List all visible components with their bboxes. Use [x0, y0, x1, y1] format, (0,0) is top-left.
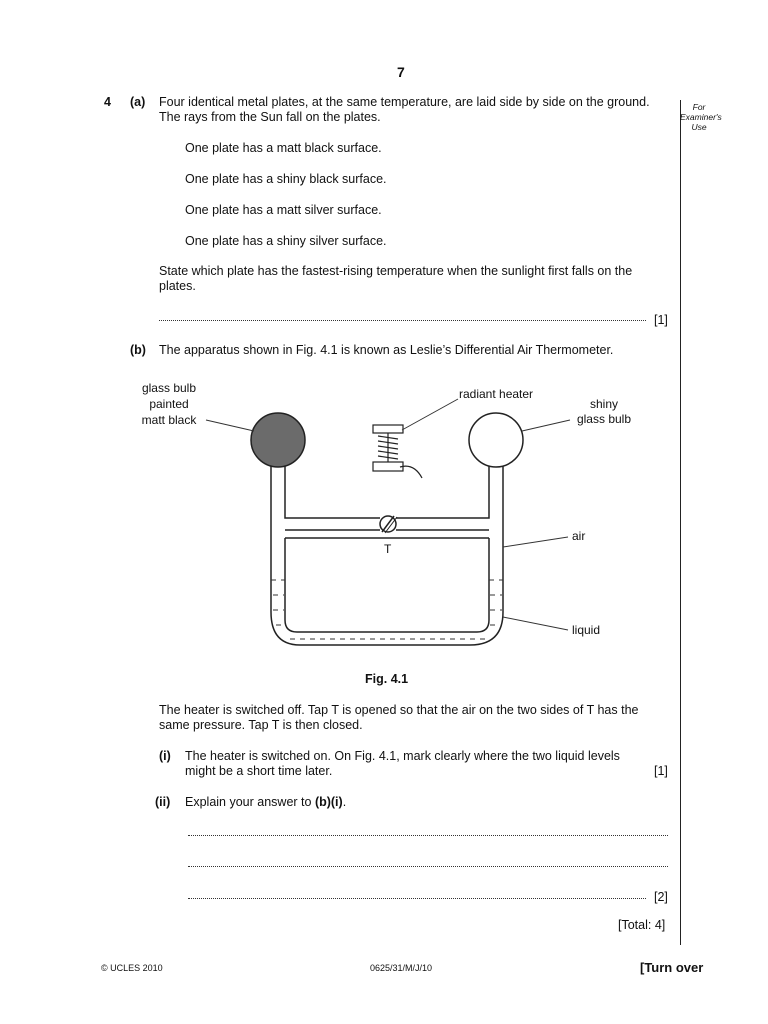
footer-copyright: © UCLES 2010	[101, 963, 163, 973]
answer-line-b-ii[interactable]	[188, 896, 646, 899]
matt-black-bulb	[251, 413, 305, 467]
label-air: air	[572, 529, 586, 543]
plate-item: One plate has a shiny silver surface.	[185, 234, 387, 248]
part-b-label: (b)	[130, 343, 146, 357]
label-liquid: liquid	[572, 623, 601, 637]
part-b-i-line2: might be a short time later.	[185, 764, 333, 778]
part-b-i-line1: The heater is switched on. On Fig. 4.1, mark clearly where the two liquid levels	[185, 749, 620, 763]
label-shiny-1: shiny	[589, 397, 619, 411]
part-b-i-label: (i)	[159, 749, 171, 763]
question-number: 4	[104, 95, 111, 109]
label-shiny-2: glass bulb	[576, 412, 632, 426]
label-radiant-heater: radiant heater	[459, 387, 534, 401]
part-a-task-line1: State which plate has the fastest-rising temperature when the sunlight first falls on the	[159, 264, 633, 278]
shiny-glass-bulb	[469, 413, 523, 467]
footer-code: 0625/31/M/J/10	[370, 963, 433, 973]
part-b-i-marks: [1]	[654, 764, 668, 778]
part-b-ii-label: (ii)	[155, 795, 171, 809]
label-black-bulb-1: glass bulb	[141, 381, 197, 395]
label-tap-t: T	[384, 542, 392, 556]
part-a-label: (a)	[130, 95, 146, 109]
label-black-bulb-3: matt black	[141, 413, 197, 427]
part-a-task-line2: plates.	[159, 279, 196, 293]
plate-item: One plate has a shiny black surface.	[185, 172, 387, 186]
radiant-heater	[373, 425, 422, 478]
part-a-marks: [1]	[654, 313, 668, 327]
part-b-intro: The apparatus shown in Fig. 4.1 is known as Leslie’s Differential Air Thermometer.	[159, 343, 614, 357]
question-total: [Total: 4]	[618, 918, 666, 932]
plate-item: One plate has a matt black surface.	[185, 141, 382, 155]
answer-line-b-ii[interactable]	[188, 833, 668, 836]
label-black-bulb-2: painted	[149, 397, 189, 411]
part-b-para-line2: same pressure. Tap T is then closed.	[159, 718, 363, 732]
part-b-para-line1: The heater is switched off. Tap T is opened so that the air on the two sides of T has the	[159, 703, 639, 717]
examiner-use-label: For Examiner's Use	[680, 102, 722, 132]
figure-caption: Fig. 4.1	[365, 672, 409, 686]
plate-item: One plate has a matt silver surface.	[185, 203, 382, 217]
answer-line-b-ii[interactable]	[188, 864, 668, 867]
part-b-ii-marks: [2]	[654, 890, 668, 904]
page-number: 7	[397, 64, 405, 80]
part-a-intro-line2: The rays from the Sun fall on the plates.	[159, 110, 381, 124]
footer-turn-over: [Turn over	[640, 960, 704, 975]
part-a-intro-line1: Four identical metal plates, at the same temperature, are laid side by side on the ground.	[159, 95, 650, 109]
tap-t	[380, 516, 397, 533]
part-b-ii-text: Explain your answer to (b)(i).	[185, 795, 347, 809]
